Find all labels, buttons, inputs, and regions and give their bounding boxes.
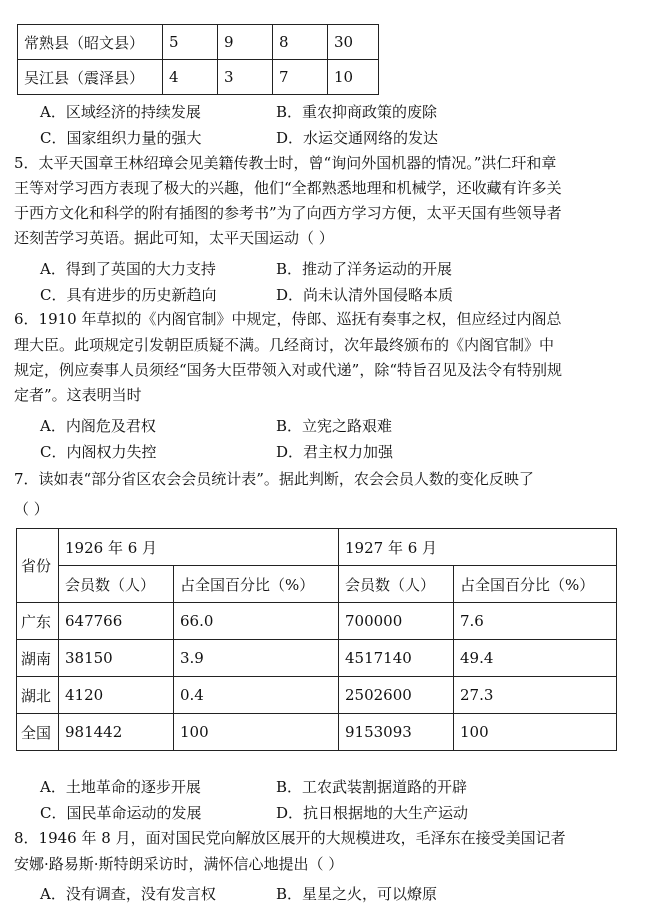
q7-stem-line: 7．读如表“部分省区农会会员统计表”。据此判断，农会会员人数的变化反映了 — [14, 470, 534, 488]
table-cell: 7 — [273, 60, 328, 95]
table-header-cell: 1927 年 6 月 — [339, 529, 617, 566]
table-cell: 30 — [328, 25, 379, 60]
table-row — [18, 25, 379, 60]
q7-option-a[interactable]: A．土地革命的逐步开展 — [40, 778, 201, 796]
table-header-cell: 占全国百分比（%） — [174, 566, 339, 603]
q7-option-d[interactable]: D．抗日根据地的大生产运动 — [276, 804, 469, 822]
table-cell: 7.6 — [454, 603, 617, 640]
q6-stem-line: 规定，例应奏事人员须经“国务大臣带领入对或代递”，除“特旨召见及法令有特别规 — [14, 361, 563, 379]
q5-option-a[interactable]: A．得到了英国的大力支持 — [40, 260, 216, 278]
table-header-cell: 会员数（人） — [59, 566, 174, 603]
table-cell: 66.0 — [174, 603, 339, 640]
table-cell: 49.4 — [454, 640, 617, 677]
q8-option-a[interactable]: A．没有调查，没有发言权 — [40, 885, 216, 903]
q5-stem-line: 5．太平天国章王林绍璋会见美籍传教士时，曾“询问外国机器的情况。”洪仁玕和章 — [14, 154, 557, 172]
farmers-association-table — [16, 528, 617, 751]
table-row — [17, 640, 617, 677]
table-cell: 647766 — [59, 603, 174, 640]
table-header-cell: 省份 — [17, 529, 59, 603]
q6-option-b[interactable]: B．立宪之路艰难 — [276, 417, 393, 435]
q6-stem-line: 理大臣。此项规定引发朝臣质疑不满。几经商讨，次年最终颁布的《内阁官制》中 — [14, 336, 555, 354]
q7-option-c[interactable]: C．国民革命运动的发展 — [40, 804, 202, 822]
q5-option-d[interactable]: D．尚未认清外国侵略本质 — [276, 286, 454, 304]
table-cell: 4120 — [59, 677, 174, 714]
q5-option-b[interactable]: B．推动了洋务运动的开展 — [276, 260, 453, 278]
table-cell: 0.4 — [174, 677, 339, 714]
table-cell: 4 — [163, 60, 218, 95]
q5-stem-line: 于西方文化和科学的附有插图的参考书”为了向西方学习方便，太平天国有些领导者 — [14, 204, 562, 222]
table-cell: 3 — [218, 60, 273, 95]
table-cell: 700000 — [339, 603, 454, 640]
q7-stem-line: （ ） — [14, 500, 49, 518]
q8-option-b[interactable]: B．星星之火，可以燎原 — [276, 885, 438, 903]
q4-option-c[interactable]: C．国家组织力量的强大 — [40, 129, 202, 147]
table-header-cell: 1926 年 6 月 — [59, 529, 339, 566]
table-cell: 38150 — [59, 640, 174, 677]
table-row — [17, 714, 617, 751]
q5-stem-line: 王等对学习西方表现了极大的兴趣，他们“全都熟悉地理和机械学，还收藏有许多关 — [14, 179, 562, 197]
table-row — [17, 529, 617, 566]
table-cell: 100 — [174, 714, 339, 751]
table-cell: 27.3 — [454, 677, 617, 714]
q5-option-c[interactable]: C．具有进步的历史新趋向 — [40, 286, 217, 304]
table-cell: 9 — [218, 25, 273, 60]
q8-stem-line: 8．1946 年 8 月，面对国民党向解放区展开的大规模进攻，毛泽东在接受美国记者 — [14, 829, 566, 847]
table-cell: 2502600 — [339, 677, 454, 714]
table-cell: 广东 — [17, 603, 59, 640]
q5-stem-line: 还刻苦学习英语。据此可知，太平天国运动（ ） — [14, 229, 334, 247]
q7-option-b[interactable]: B．工农武装割据道路的开辟 — [276, 778, 468, 796]
q6-option-c[interactable]: C．内阁权力失控 — [40, 443, 157, 461]
table-row — [18, 60, 379, 95]
q4-option-a[interactable]: A．区域经济的持续发展 — [40, 103, 201, 121]
table-cell: 湖北 — [17, 677, 59, 714]
q4-option-b[interactable]: B．重农抑商政策的废除 — [276, 103, 438, 121]
q4-option-d[interactable]: D．水运交通网络的发达 — [276, 129, 439, 147]
county-table — [17, 24, 379, 95]
table-header-cell: 会员数（人） — [339, 566, 454, 603]
table-cell: 常熟县（昭文县） — [18, 25, 163, 60]
table-cell: 9153093 — [339, 714, 454, 751]
table-row — [17, 603, 617, 640]
table-cell: 5 — [163, 25, 218, 60]
table-row — [17, 677, 617, 714]
table-row — [17, 566, 617, 603]
table-cell: 8 — [273, 25, 328, 60]
q6-stem-line: 6．1910 年草拟的《内阁官制》中规定，侍郎、巡抚有奏事之权，但应经过内阁总 — [14, 310, 562, 328]
table-cell: 3.9 — [174, 640, 339, 677]
q6-stem-line: 定者”。这表明当时 — [14, 386, 142, 404]
table-header-cell: 占全国百分比（%） — [454, 566, 617, 603]
table-cell: 10 — [328, 60, 379, 95]
table-cell: 100 — [454, 714, 617, 751]
q8-stem-line: 安娜·路易斯·斯特朗采访时，满怀信心地提出（ ） — [14, 855, 344, 873]
q6-option-d[interactable]: D．君主权力加强 — [276, 443, 394, 461]
table-cell: 湖南 — [17, 640, 59, 677]
table-cell: 4517140 — [339, 640, 454, 677]
table-cell: 981442 — [59, 714, 174, 751]
table-cell: 全国 — [17, 714, 59, 751]
q6-option-a[interactable]: A．内阁危及君权 — [40, 417, 156, 435]
table-cell: 吴江县（震泽县） — [18, 60, 163, 95]
